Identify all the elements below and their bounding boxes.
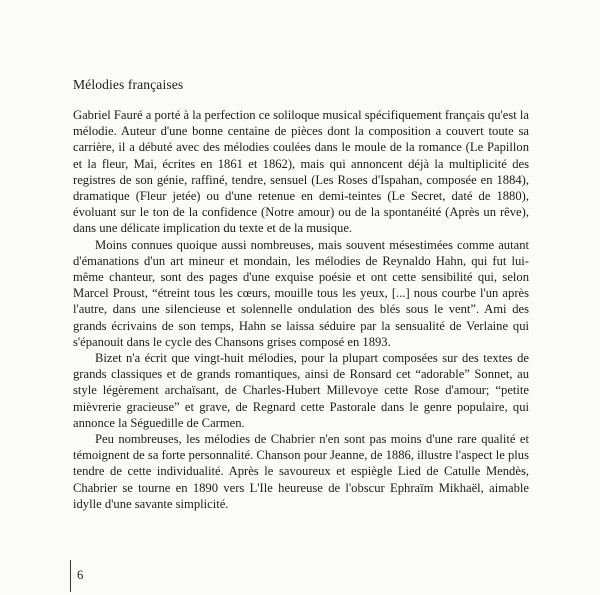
page-footer-rule [70,560,84,592]
paragraph-hahn: Moins connues quoique aussi nombreuses, mais souvent mésestimées comme autant d'émanations d'un art mineur et mondain, les mélodies de Reynaldo Hahn, qui fut lui-même chanteur, sont des pages d'une exquise poésie et ont cette sensibilité qui, selon Marcel Proust, “étreint tous les cœurs, mouille tous les yeux, [...] nous courbe l'un après l'autre, dans une silencieuse et solennelle ondulation des blés sous le vent”. Ami des grands écrivains de son temps, Hahn se laissa séduire par la sensualité de Verlaine qui s'épanouit dans le cycle des Chansons grises composé en 1893. [73,237,529,349]
article-body [73,107,529,512]
paragraph-bizet: Bizet n'a écrit que vingt-huit mélodies, pour la plupart composées sur des textes de grands classiques et de grands romantiques, ainsi de Ronsard cet “adorable” Sonnet, au style légèrement archaïsant, de Charles-Hubert Millevoye cette Rose d'amour; “petite mièvrerie gracieuse” et grave, de Regnard cette Pastorale dans le genre populaire, qui annonce la Séguedille de Carmen. [73,351,529,430]
section-heading: Mélodies françaises [73,77,184,92]
paragraph-faure: Gabriel Fauré a porté à la perfection ce soliloque musical spécifiquement français qu'est la mélodie. Auteur d'une bonne centaine de pièces dont la composition a couvert toute sa carrière, il a débuté avec des mélodies coulées dans le moule de la romance (Le Papillon et la fleur, Mai, écrites en 1861 et 1862), mais qui annoncent déjà la multiplicité des registres de son génie, raffiné, tendre, sensuel (Les Roses d'Ispahan, composée en 1884), dramatique (Fleur jetée) ou d'une retenue en demi-teintes (Le Secret, daté de 1880), évoluant sur le ton de la confidence (Notre amour) ou de la spontanéité (Après un rêve), dans une délicate implication du texte et de la musique. [73,108,529,236]
page-number: 6 [77,568,84,582]
paragraph-chabrier: Peu nombreuses, les mélodies de Chabrier n'en sont pas moins d'une rare qualité et témoignent de sa forte personnalité. Chanson pour Jeanne, de 1886, illustre l'aspect le plus tendre de cette individualité. Après le savoureux et espiègle Lied de Catulle Mendès, Chabrier se tourne en 1890 vers L'Ile heureuse de l'obscur Ephraïm Mikhaël, aimable idylle d'une savante simplicité. [73,432,529,511]
